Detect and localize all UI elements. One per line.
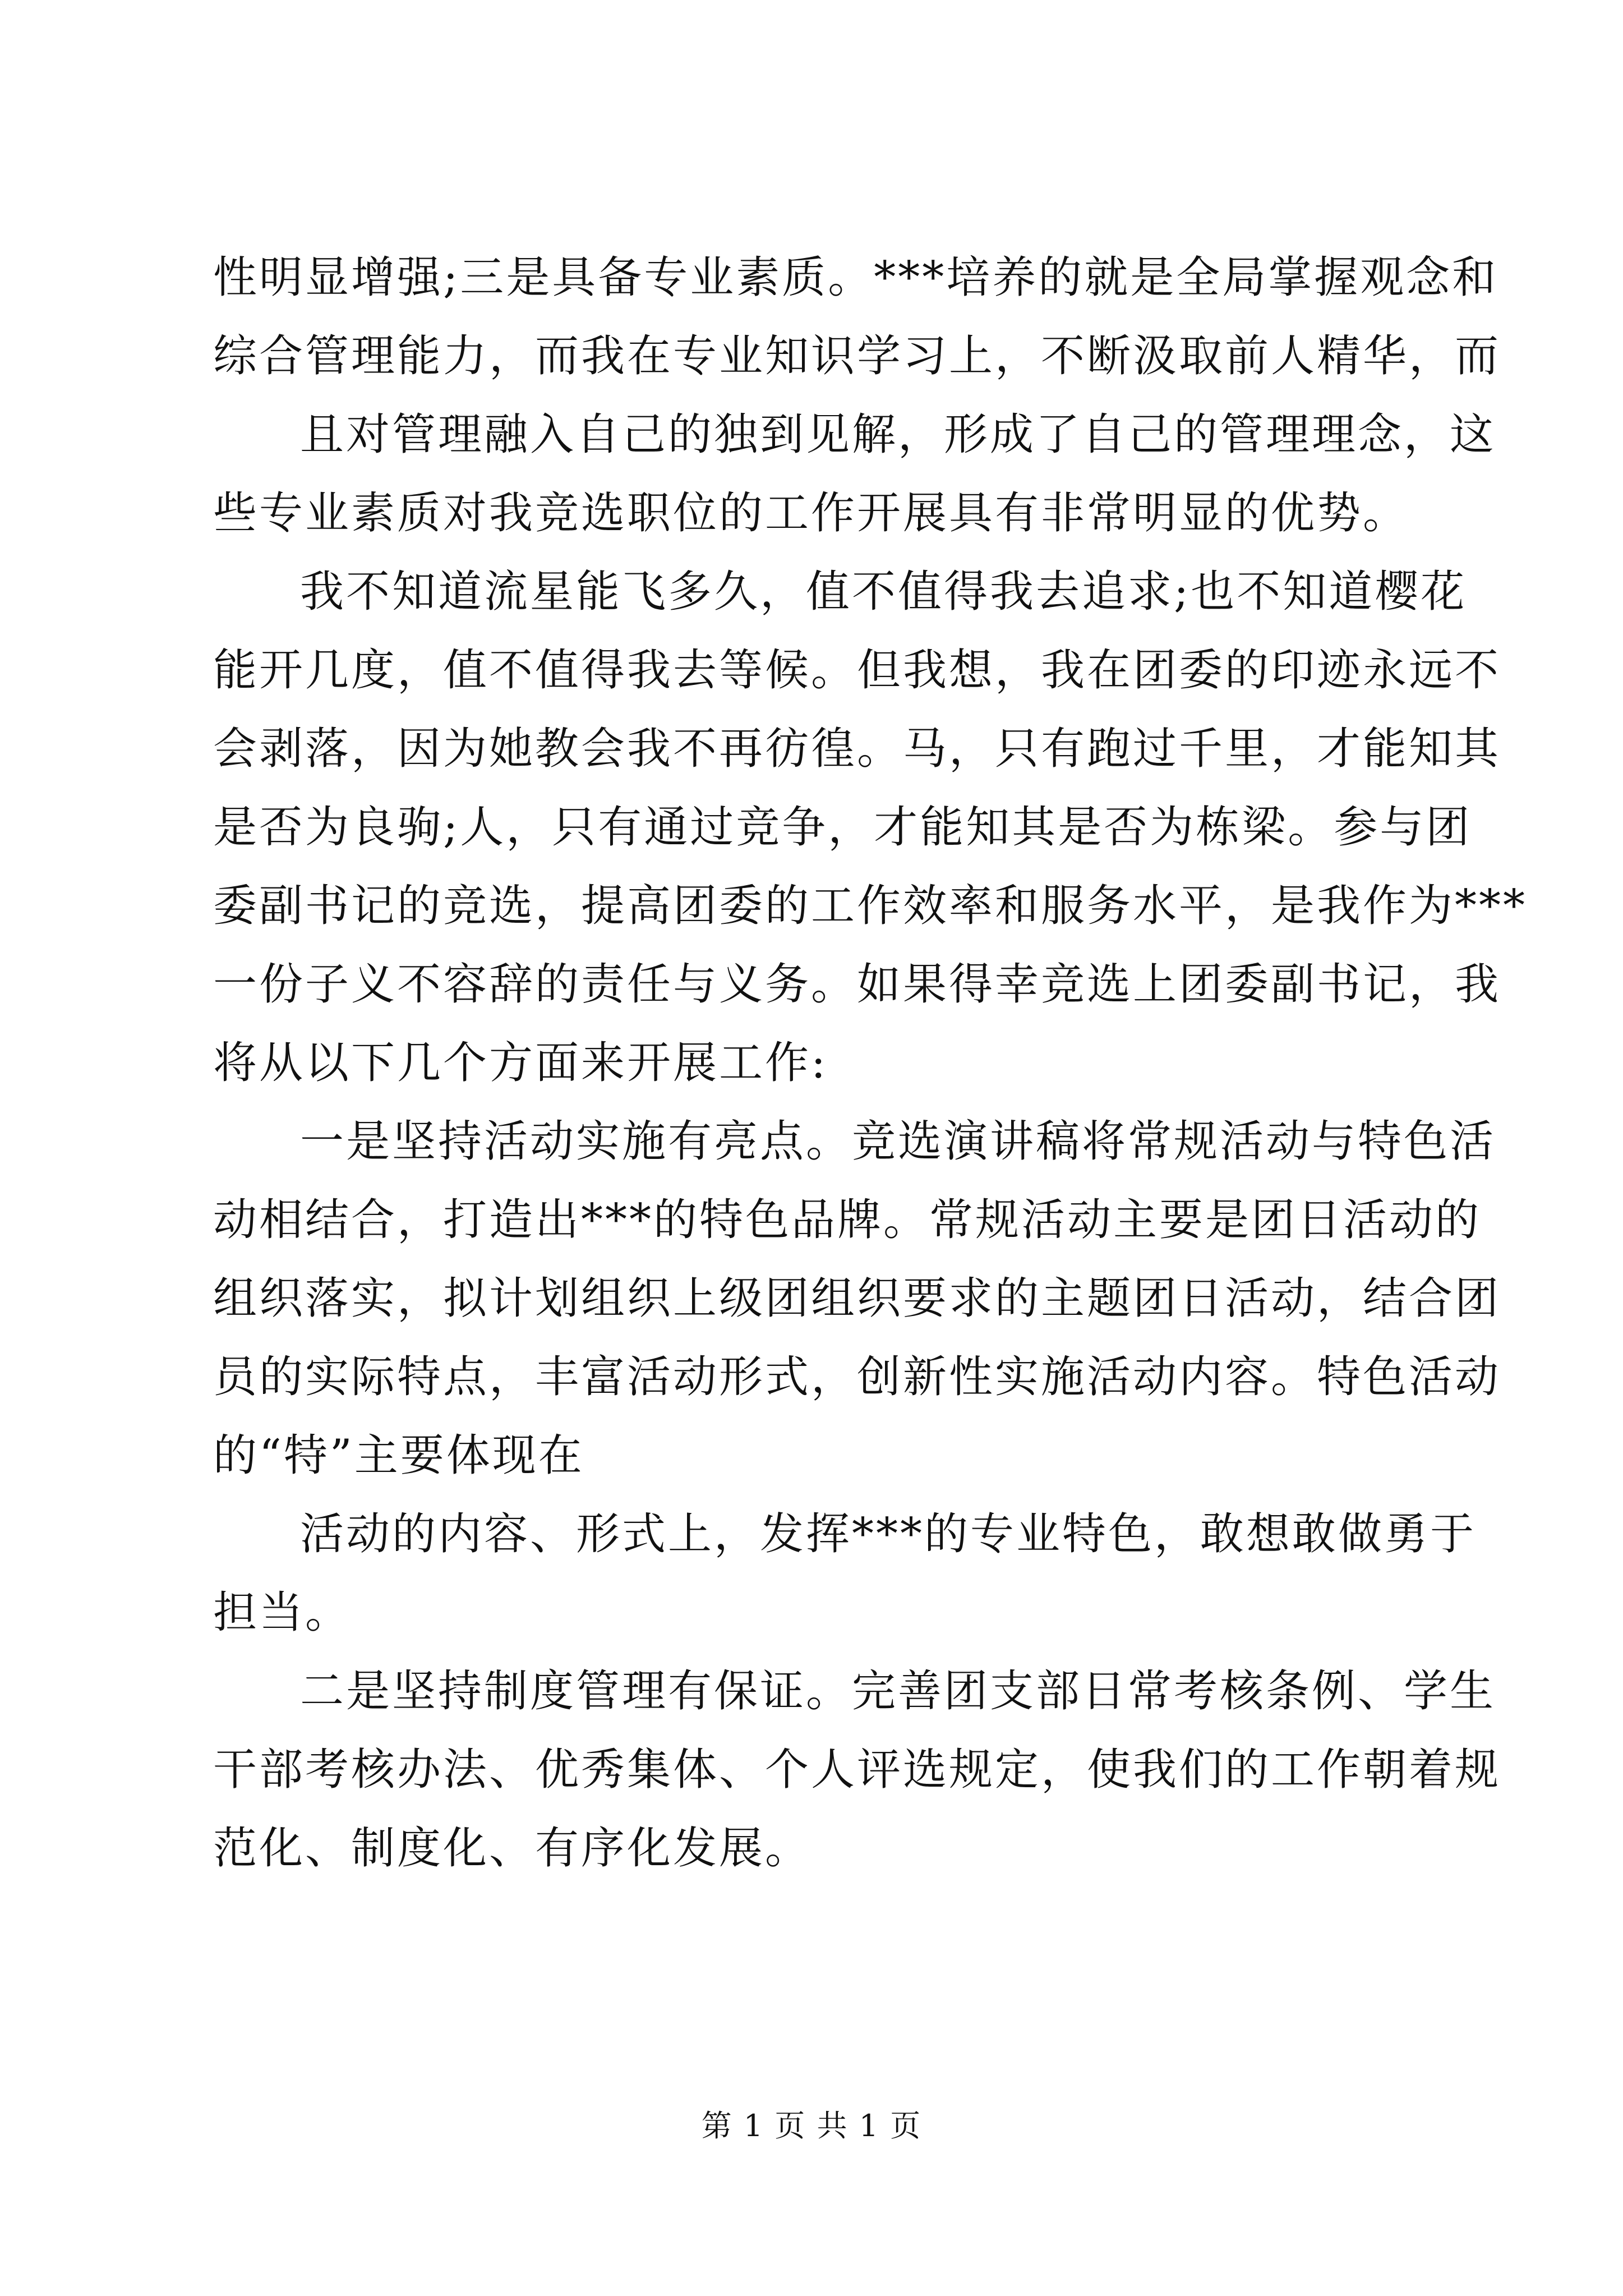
text-line: 动相结合，打造出***的特色品牌。常规活动主要是团日活动的 — [213, 1195, 1482, 1245]
text-line: 担当。 — [213, 1588, 352, 1638]
text-line: 是否为良驹;人，只有通过竞争，才能知其是否为栋梁。参与团 — [213, 802, 1472, 853]
text-line: 二是坚持制度管理有保证。完善团支部日常考核条例、学生 — [300, 1666, 1496, 1717]
text-line: 且对管理融入自己的独到见解，形成了自己的管理理念，这 — [300, 409, 1496, 460]
text-line: 活动的内容、形式上，发挥***的专业特色，敢想敢做勇于 — [300, 1509, 1477, 1559]
text-line: 干部考核办法、优秀集体、个人评选规定，使我们的工作朝着规 — [213, 1745, 1501, 1795]
text-line: 能开几度，值不值得我去等候。但我想，我在团委的印迹永远不 — [213, 645, 1501, 696]
page-footer: 第 1 页 共 1 页 — [701, 2108, 922, 2143]
text-line: 些专业素质对我竞选职位的工作开展具有非常明显的优势。 — [213, 488, 1409, 539]
text-line: 的“特”主要体现在 — [213, 1430, 584, 1481]
text-line: 性明显增强;三是具备专业素质。***培养的就是全局掌握观念和 — [213, 252, 1498, 303]
text-line: 会剥落，因为她教会我不再彷徨。马，只有跑过千里，才能知其 — [213, 724, 1501, 774]
text-line: 将从以下几个方面来开展工作: — [213, 1038, 828, 1088]
text-line: 组织落实，拟计划组织上级团组织要求的主题团日活动，结合团 — [213, 1273, 1501, 1324]
text-line: 一份子义不容辞的责任与义务。如果得幸竞选上团委副书记，我 — [213, 959, 1501, 1010]
text-line: 委副书记的竞选，提高团委的工作效率和服务水平，是我作为*** — [213, 881, 1528, 931]
text-line: 员的实际特点，丰富活动形式，创新性实施活动内容。特色活动 — [213, 1352, 1501, 1402]
text-line: 范化、制度化、有序化发展。 — [213, 1823, 811, 1874]
text-line: 综合管理能力，而我在专业知识学习上，不断汲取前人精华，而 — [213, 331, 1501, 381]
text-line: 一是坚持活动实施有亮点。竞选演讲稿将常规活动与特色活 — [300, 1116, 1496, 1167]
text-line: 我不知道流星能飞多久，值不值得我去追求;也不知道樱花 — [300, 567, 1467, 617]
